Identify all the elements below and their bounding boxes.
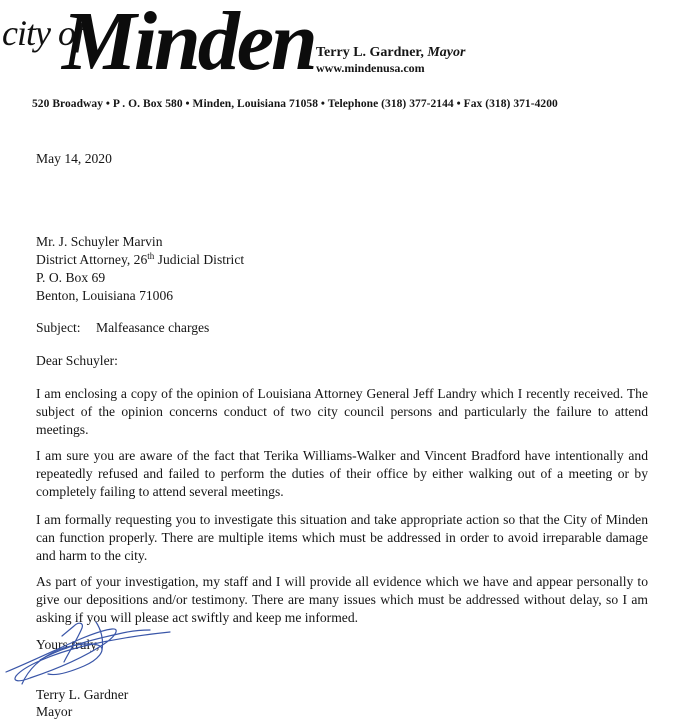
recipient-city: Benton, Louisiana 71006 [36, 288, 174, 303]
letter-date: May 14, 2020 [36, 151, 112, 166]
body-paragraph-2: I am sure you are aware of the fact that Terika Williams-Walker and Vincent Bradford have intentionally and repeatedly refused and failed to perform the duties of their office by either walking out of a meeting or by completely failing to attend several meetings. [36, 448, 648, 499]
recipient-title-superscript: th [147, 251, 155, 261]
subject-label: Subject: [36, 320, 81, 335]
mayor-title: Mayor [427, 45, 466, 60]
subject-line [36, 319, 209, 337]
recipient-name: Mr. J. Schuyler Marvin [36, 234, 163, 249]
logo-city-text: city of [2, 13, 84, 53]
recipient-title-prefix: District Attorney, 26 [36, 252, 148, 267]
body-paragraph-1: I am enclosing a copy of the opinion of Louisiana Attorney General Jeff Landry which I recently received. The subject of the opinion concerns conduct of two city council persons and particularly the failure to attend meetings. [36, 386, 648, 437]
recipient-title-suffix: Judicial District [154, 252, 245, 267]
signer-name: Terry L. Gardner [36, 687, 129, 702]
handwritten-signature [0, 600, 190, 690]
website-link[interactable]: www.mindenusa.com [316, 61, 425, 75]
logo-minden-text: Minden [62, 0, 315, 88]
body-paragraph-4: As part of your investigation, my staff and I will provide all evidence which we have and appear personally to give our depositions and/or testimony. There are many issues which must be addressed without delay, so I am asking if you will please act swiftly and keep me informed. [36, 574, 648, 625]
salutation: Dear Schuyler: [36, 353, 118, 368]
mayor-name-text: Terry L. Gardner, [316, 45, 424, 60]
mayor-name [316, 45, 465, 61]
closing: Yours truly, [36, 637, 100, 652]
recipient-box: P. O. Box 69 [36, 270, 106, 285]
signer-title: Mayor [36, 704, 73, 719]
recipient-title [36, 251, 244, 269]
letterhead-address: 520 Broadway • P . O. Box 580 • Minden, Louisiana 71058 • Telephone (318) 377-2144 • Fax (318) 371-4200 [32, 98, 558, 110]
subject-text: Malfeasance charges [96, 320, 210, 335]
body-paragraph-3: I am formally requesting you to investigate this situation and take appropriate action so that the City of Minden can function properly. There are multiple items which must be addressed in order to avoid irreparable damage and harm to the city. [36, 512, 648, 563]
